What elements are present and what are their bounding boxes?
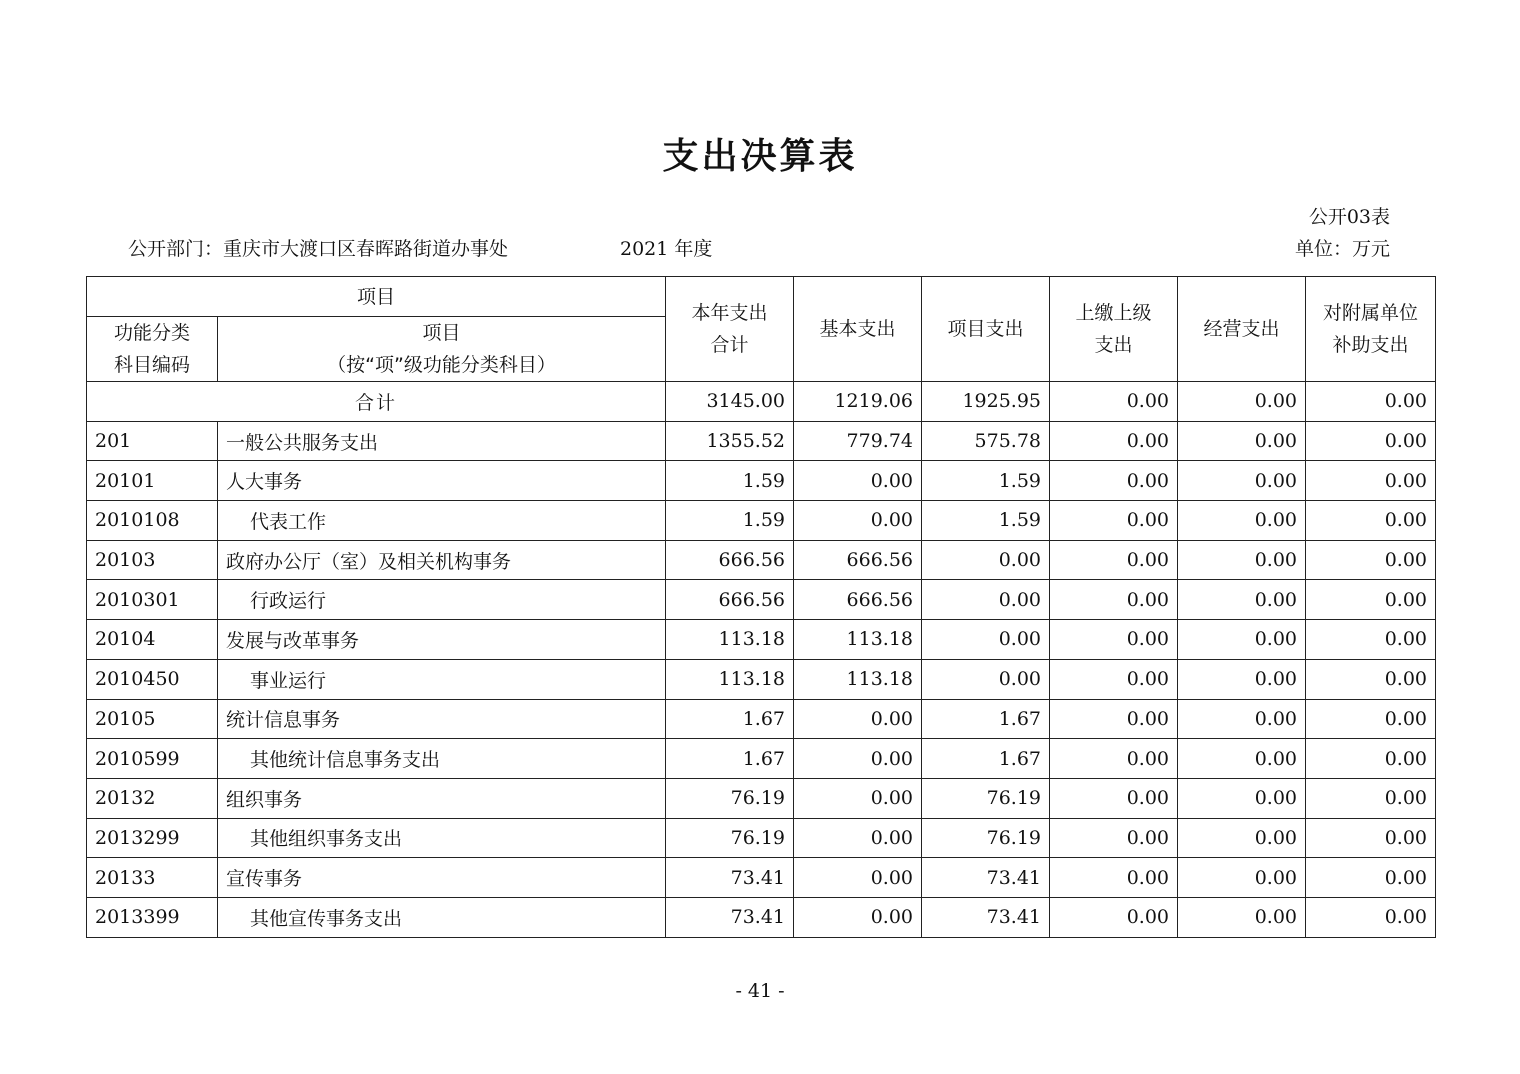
subject-name: 其他宣传事务支出: [218, 897, 666, 937]
table-row: [87, 818, 1436, 858]
amount-cell: 779.74: [794, 421, 922, 461]
amount-cell: 0.00: [1178, 739, 1306, 779]
amount-cell: 113.18: [794, 620, 922, 660]
subject-code: 201: [87, 421, 218, 461]
total-cell: 1219.06: [794, 382, 922, 422]
amount-cell: 0.00: [1050, 501, 1178, 541]
amount-cell: 0.00: [1178, 699, 1306, 739]
amount-cell: 73.41: [922, 858, 1050, 898]
amount-cell: 0.00: [1178, 501, 1306, 541]
total-cell: 1925.95: [922, 382, 1050, 422]
amount-cell: 0.00: [794, 858, 922, 898]
amount-cell: 666.56: [794, 580, 922, 620]
table-row: [87, 858, 1436, 898]
amount-cell: 0.00: [1306, 818, 1436, 858]
table-row: [87, 699, 1436, 739]
amount-cell: 0.00: [1178, 897, 1306, 937]
amount-cell: 1.59: [666, 461, 794, 501]
subject-name: 事业运行: [218, 659, 666, 699]
header-item-group: 项目: [87, 277, 666, 317]
amount-cell: 0.00: [1178, 421, 1306, 461]
subject-code: 2010599: [87, 739, 218, 779]
subject-name: 宣传事务: [218, 858, 666, 898]
subject-code: 20133: [87, 858, 218, 898]
amount-cell: 0.00: [1306, 739, 1436, 779]
page-title: 支出决算表: [662, 136, 858, 177]
table-row: [87, 580, 1436, 620]
amount-cell: 76.19: [922, 818, 1050, 858]
amount-cell: 73.41: [666, 858, 794, 898]
subject-code: 20105: [87, 699, 218, 739]
amount-cell: 666.56: [794, 540, 922, 580]
subject-code: 2013299: [87, 818, 218, 858]
subject-name: 发展与改革事务: [218, 620, 666, 660]
subject-name: 其他统计信息事务支出: [218, 739, 666, 779]
table-header: [87, 277, 1436, 382]
amount-cell: 76.19: [666, 818, 794, 858]
amount-cell: 0.00: [1178, 778, 1306, 818]
page-number: - 41 -: [735, 980, 785, 1002]
amount-cell: 0.00: [794, 897, 922, 937]
table-body: [87, 382, 1436, 938]
header-name: [218, 317, 666, 382]
total-cell: 0.00: [1178, 382, 1306, 422]
amount-cell: 1355.52: [666, 421, 794, 461]
header-total: [666, 277, 794, 382]
amount-cell: 113.18: [666, 659, 794, 699]
total-cell: 0.00: [1050, 382, 1178, 422]
subject-name: 人大事务: [218, 461, 666, 501]
subject-name: 统计信息事务: [218, 699, 666, 739]
amount-cell: 0.00: [1306, 421, 1436, 461]
header-code: [87, 317, 218, 382]
subject-code: 2013399: [87, 897, 218, 937]
amount-cell: 0.00: [1178, 858, 1306, 898]
table-row: [87, 659, 1436, 699]
header-project: 项目支出: [922, 277, 1050, 382]
header-name-line1: 项目: [422, 322, 461, 344]
table-row: [87, 739, 1436, 779]
amount-cell: 0.00: [1306, 858, 1436, 898]
amount-cell: 0.00: [1050, 461, 1178, 501]
total-label: 合计: [87, 382, 666, 422]
amount-cell: 0.00: [1178, 620, 1306, 660]
amount-cell: 0.00: [922, 659, 1050, 699]
total-cell: 3145.00: [666, 382, 794, 422]
header-upper: [1050, 277, 1178, 382]
amount-cell: 0.00: [1178, 659, 1306, 699]
table-row: [87, 421, 1436, 461]
subject-name: 政府办公厅（室）及相关机构事务: [218, 540, 666, 580]
amount-cell: 0.00: [922, 540, 1050, 580]
amount-cell: 0.00: [1306, 461, 1436, 501]
subject-code: 2010450: [87, 659, 218, 699]
amount-cell: 1.59: [922, 461, 1050, 501]
table-row: [87, 620, 1436, 660]
table-row: [87, 897, 1436, 937]
amount-cell: 0.00: [1050, 620, 1178, 660]
amount-cell: 73.41: [666, 897, 794, 937]
amount-cell: 0.00: [794, 778, 922, 818]
subject-code: 20101: [87, 461, 218, 501]
amount-cell: 0.00: [1050, 778, 1178, 818]
amount-cell: 1.67: [666, 739, 794, 779]
header-name-line2: （按“项”级功能分类科目）: [327, 354, 556, 376]
header-subsidy: [1306, 277, 1436, 382]
amount-cell: 0.00: [922, 580, 1050, 620]
header-code-line2: 科目编码: [113, 354, 190, 376]
amount-cell: 666.56: [666, 540, 794, 580]
amount-cell: 0.00: [1050, 897, 1178, 937]
header-subsidy-line1: 对附属单位: [1323, 302, 1419, 324]
header-subsidy-line2: 补助支出: [1332, 334, 1409, 356]
table-row: [87, 461, 1436, 501]
amount-cell: 113.18: [794, 659, 922, 699]
amount-cell: 0.00: [1306, 897, 1436, 937]
amount-cell: 0.00: [1306, 699, 1436, 739]
amount-cell: 0.00: [1050, 739, 1178, 779]
subject-code: 20132: [87, 778, 218, 818]
amount-cell: 0.00: [1050, 858, 1178, 898]
table-row: [87, 778, 1436, 818]
amount-cell: 0.00: [1306, 540, 1436, 580]
table-row: [87, 501, 1436, 541]
subject-name: 行政运行: [218, 580, 666, 620]
subject-name: 其他组织事务支出: [218, 818, 666, 858]
header-upper-line1: 上缴上级: [1075, 302, 1152, 324]
amount-cell: 0.00: [1178, 580, 1306, 620]
amount-cell: 0.00: [794, 699, 922, 739]
form-number: 公开03表: [1308, 206, 1390, 228]
header-basic: 基本支出: [794, 277, 922, 382]
amount-cell: 0.00: [794, 461, 922, 501]
amount-cell: 73.41: [922, 897, 1050, 937]
total-cell: 0.00: [1306, 382, 1436, 422]
amount-cell: 0.00: [922, 620, 1050, 660]
amount-cell: 666.56: [666, 580, 794, 620]
amount-cell: 113.18: [666, 620, 794, 660]
amount-cell: 0.00: [1306, 580, 1436, 620]
amount-cell: 0.00: [794, 739, 922, 779]
subject-code: 2010108: [87, 501, 218, 541]
total-row: [87, 382, 1436, 422]
amount-cell: 0.00: [1178, 540, 1306, 580]
fiscal-year: 2021 年度: [620, 238, 713, 260]
amount-cell: 76.19: [922, 778, 1050, 818]
amount-cell: 1.59: [922, 501, 1050, 541]
amount-cell: 1.59: [666, 501, 794, 541]
amount-cell: 0.00: [794, 501, 922, 541]
amount-cell: 0.00: [1050, 659, 1178, 699]
amount-cell: 1.67: [666, 699, 794, 739]
header-total-line1: 本年支出: [691, 302, 768, 324]
amount-cell: 1.67: [922, 739, 1050, 779]
amount-cell: 0.00: [1306, 501, 1436, 541]
amount-cell: 0.00: [1178, 461, 1306, 501]
subject-name: 组织事务: [218, 778, 666, 818]
amount-cell: 0.00: [1306, 620, 1436, 660]
subject-code: 20103: [87, 540, 218, 580]
header-total-line2: 合计: [710, 334, 749, 356]
amount-cell: 0.00: [1306, 659, 1436, 699]
subject-code: 20104: [87, 620, 218, 660]
unit-label: 单位：万元: [1294, 238, 1390, 260]
subject-name: 一般公共服务支出: [218, 421, 666, 461]
amount-cell: 0.00: [1050, 580, 1178, 620]
subject-code: 2010301: [87, 580, 218, 620]
amount-cell: 0.00: [1050, 818, 1178, 858]
amount-cell: 0.00: [1050, 699, 1178, 739]
amount-cell: 0.00: [794, 818, 922, 858]
amount-cell: 0.00: [1178, 818, 1306, 858]
amount-cell: 76.19: [666, 778, 794, 818]
header-business: 经营支出: [1178, 277, 1306, 382]
header-upper-line2: 支出: [1094, 334, 1133, 356]
amount-cell: 0.00: [1306, 778, 1436, 818]
table-row: [87, 540, 1436, 580]
amount-cell: 0.00: [1050, 540, 1178, 580]
amount-cell: 1.67: [922, 699, 1050, 739]
subject-name: 代表工作: [218, 501, 666, 541]
expenditure-table: [86, 276, 1436, 938]
header-code-line1: 功能分类: [113, 322, 190, 344]
department-label: 公开部门：重庆市大渡口区春晖路街道办事处: [128, 238, 509, 260]
amount-cell: 575.78: [922, 421, 1050, 461]
amount-cell: 0.00: [1050, 421, 1178, 461]
